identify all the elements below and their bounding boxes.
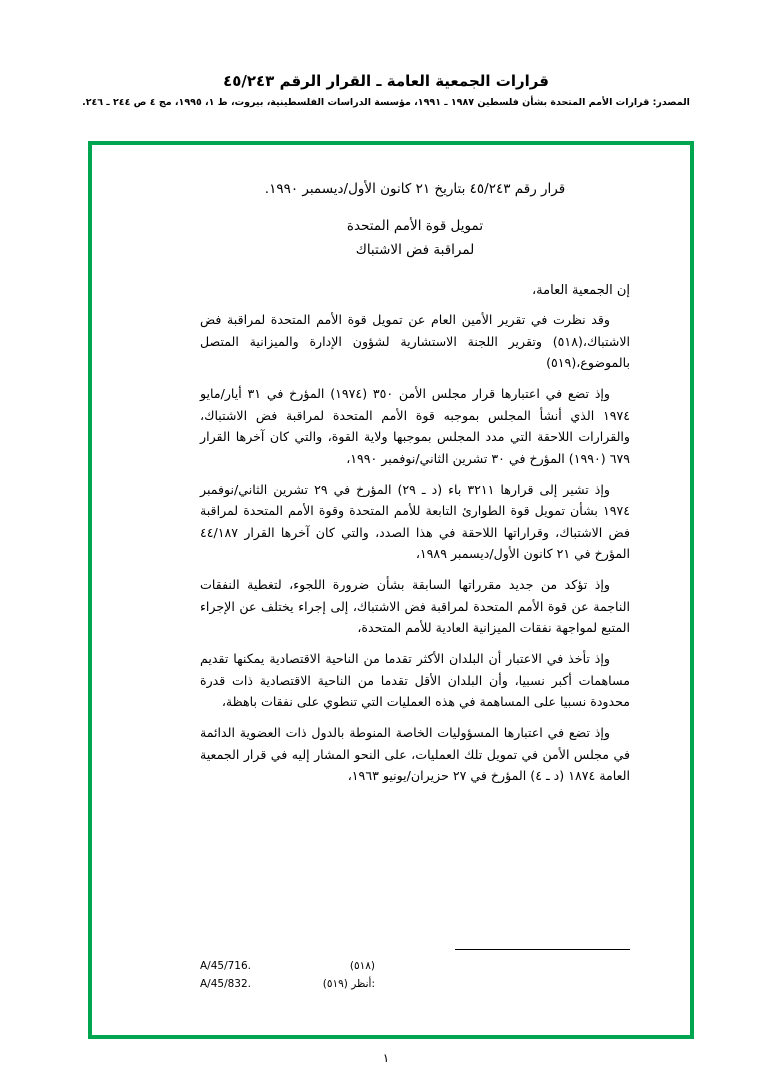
- footnote-item: [200, 976, 375, 993]
- paragraph: وإذ تؤكد من جديد مقرراتها السابقة بشأن ضرورة اللجوء، لتغطية النفقات الناجمة عن قوة الأمم المتحدة لمراقبة فض الاشتباك، إلى إجراء يختلف عن الإجراء المتبع لمواجهة نفقات الميزانية العادية للأمم المتحدة،: [200, 577, 630, 636]
- paragraph: وإذ تضع في اعتبارها المسؤوليات الخاصة المنوطة بالدول ذات العضوية الدائمة في مجلس الأمن في تمويل تلك العمليات، على النحو المشار إليه في قرار الجمعية العامة ١٨٧٤ (د ـ ٤) المؤرخ في ٢٧ حزيران/يونيو ١٩٦٣،: [200, 725, 630, 784]
- footnote-text: A/45/716.: [200, 960, 251, 973]
- footnote-text: A/45/832.: [200, 977, 251, 990]
- footnote-marker: (٥١٨): [349, 960, 375, 973]
- paragraph: وقد نظرت في تقرير الأمين العام عن تمويل قوة الأمم المتحدة لمراقبة فض الاشتباك،(٥١٨) وتقرير اللجنة الاستشارية لشؤون الإدارة والميزانية المتصل بالموضوع،(٥١٩): [200, 311, 630, 371]
- green-border-frame: [88, 141, 694, 1039]
- paragraph: وإذ تشير إلى قرارها ٣٢١١ باء (د ـ ٢٩) المؤرخ في ٢٩ تشرين الثاني/نوفمبر ١٩٧٤ بشأن تمويل قوة الطوارئ التابعة للأمم المتحدة وقوة الأمم المتحدة لمراقبة فض الاشتباك، وقراراتها اللاحقة في هذا الصدد، والتي كان آخرها القرار ٤٤/١٨٧ المؤرخ في ٢١ كانون الأول/ديسمبر ١٩٨٩،: [200, 481, 630, 562]
- page-number: ١: [382, 1051, 390, 1065]
- resolution-title-line-1: تمويل قوة الأمم المتحدة: [346, 217, 484, 234]
- document-body: [200, 179, 630, 787]
- header-source: المصدر: قرارات الأمم المتحدة بشأن فلسطين ١٩٨٧ ـ ١٩٩١، مؤسسة الدراسات الفلسطينية، بيروت، ط ١، ١٩٩٥، مج ٤ ص ٢٤٤ ـ ٢٤٦.: [82, 97, 690, 108]
- paragraph: وإذ تأخذ في الاعتبار أن البلدان الأكثر تقدما من الناحية الاقتصادية يمكنها تقديم مساهمات أكبر نسبيا، وأن البلدان الأقل تقدما من الناحية الاقتصادية ذات قدرة محدودة نسبيا على المساهمة في هذه العمليات التي تنطوي على نفقات باهظة،: [200, 651, 630, 710]
- footnote-item: [200, 958, 375, 975]
- paragraph: وإذ تضع في اعتبارها قرار مجلس الأمن ٣٥٠ (١٩٧٤) المؤرخ في ٣١ أيار/مايو ١٩٧٤ الذي أنشأ المجلس بموجبه قوة الأمم المتحدة لمراقبة فض الاشتباك، والقرارات اللاحقة التي مدد المجلس بموجبها ولاية القوة، والتي كان آخرها القرار ٦٧٩ (١٩٩٠) المؤرخ في ٣٠ تشرين الثاني/نوفمبر ١٩٩٠،: [200, 385, 630, 466]
- resolution-title-line-2: لمراقبة فض الاشتباك: [355, 241, 475, 258]
- header-title: قرارات الجمعية العامة ـ القرار الرقم ٤٥/٢٤٣: [223, 72, 549, 90]
- document-header: [0, 72, 772, 108]
- footnotes-section: [200, 949, 630, 993]
- footnote-marker: (٥١٩) أنظر:: [322, 977, 375, 990]
- preamble-opening: إن الجمعية العامة،: [531, 283, 630, 299]
- resolution-reference: قرار رقم ٤٥/٢٤٣ بتاريخ ٢١ كانون الأول/ديسمبر ١٩٩٠.: [264, 181, 566, 197]
- footnote-separator: [455, 949, 630, 950]
